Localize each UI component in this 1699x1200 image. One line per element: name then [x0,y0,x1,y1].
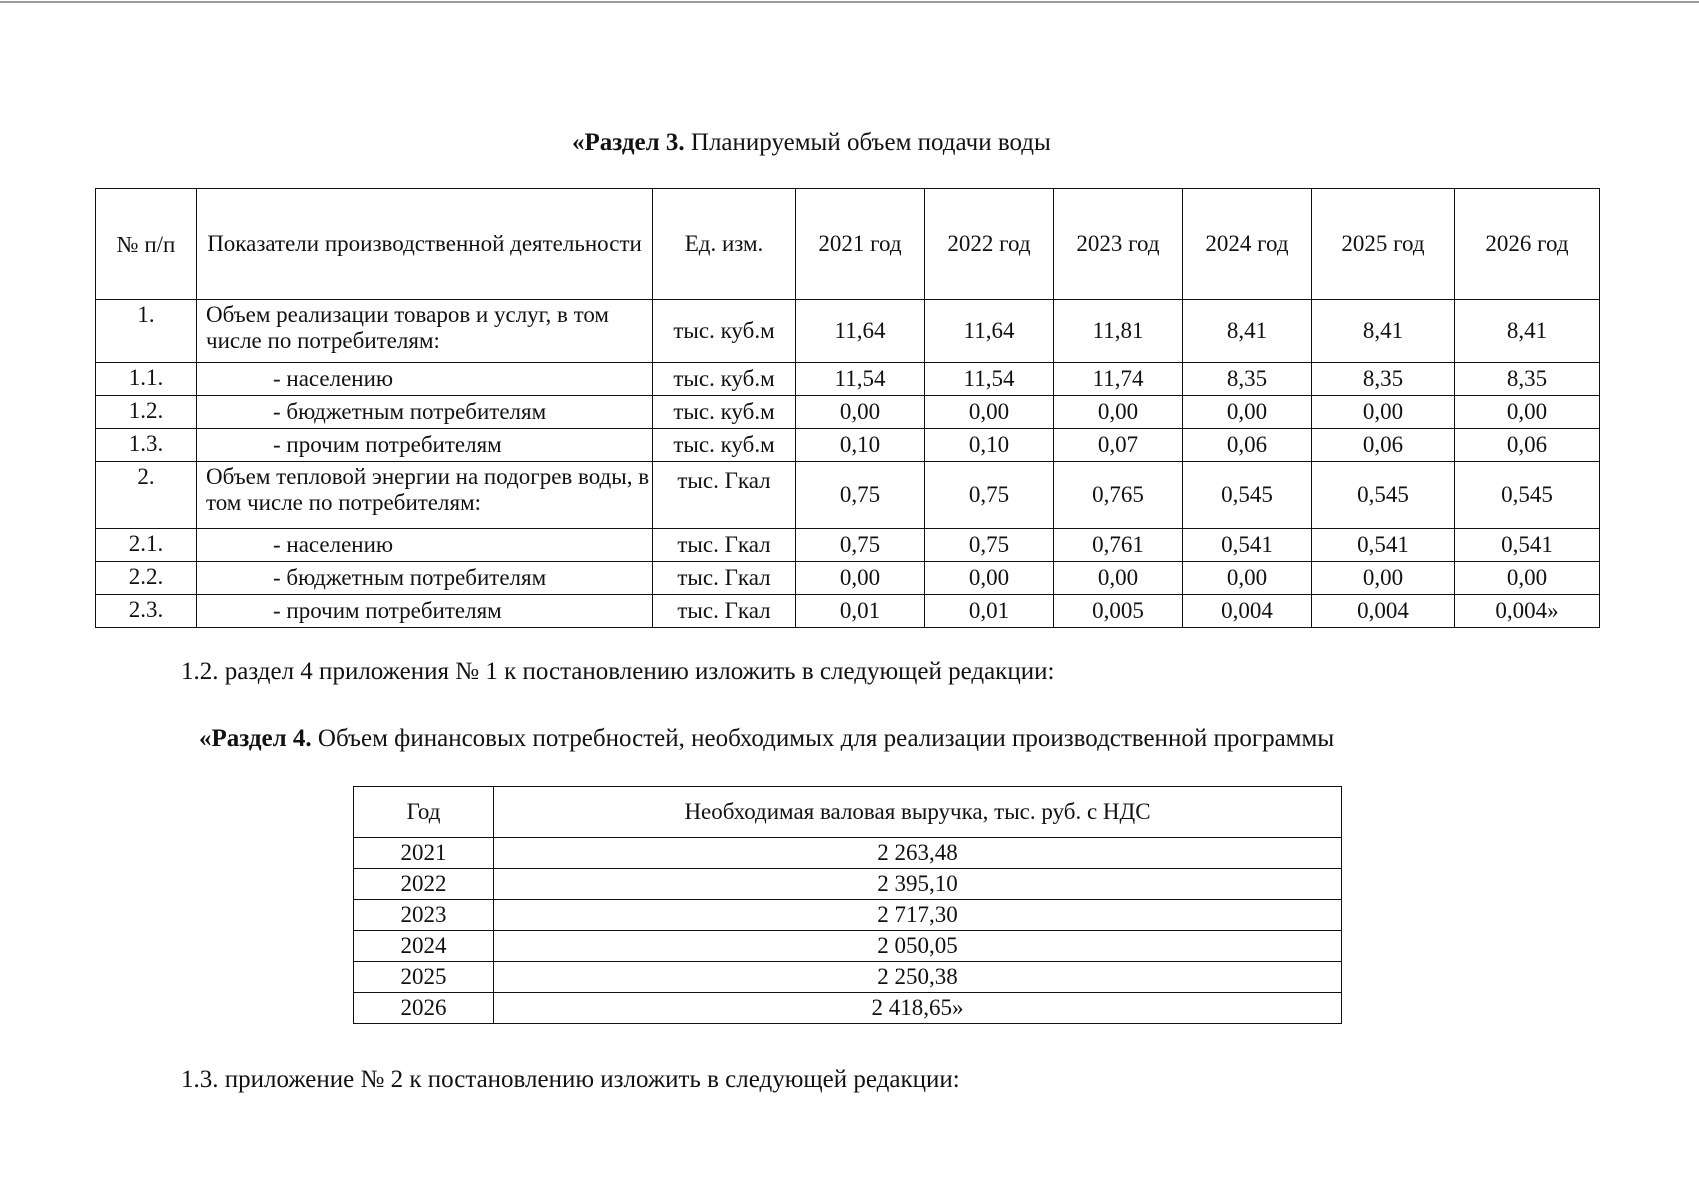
indicator-label: Объем тепловой энергии на подогрев воды, в том числе по потребителям: [197,462,653,529]
table-row [96,462,1600,529]
year-value: 0,761 [1054,529,1183,562]
year-value: 0,00 [1054,562,1183,595]
year: 2026 [354,993,494,1024]
year-value: 0,75 [796,462,925,529]
year-value: 0,004 [1183,595,1312,628]
year-value: 0,10 [796,429,925,462]
year-value: 0,00 [1455,396,1600,429]
column-header: № п/п [96,189,197,300]
year-value: 0,06 [1183,429,1312,462]
indicator-label: Объем реализации товаров и услуг, в том числе по потребителям: [197,300,653,363]
year-value: 0,005 [1054,595,1183,628]
year-value: 11,74 [1054,363,1183,396]
year-value: 0,75 [925,529,1054,562]
year-value: 0,541 [1312,529,1455,562]
row-number: 1.2. [96,396,197,429]
year-value: 0,00 [1183,562,1312,595]
table-row [354,993,1342,1024]
year-value: 11,64 [925,300,1054,363]
year-value: 0,06 [1455,429,1600,462]
row-number: 1. [96,300,197,363]
section-3-title [572,128,1051,158]
year-value: 0,541 [1455,529,1600,562]
unit: тыс. куб.м [653,300,796,363]
year-value: 0,10 [925,429,1054,462]
year: 2025 [354,962,494,993]
year-value: 11,64 [796,300,925,363]
row-number: 1.3. [96,429,197,462]
column-header: 2026 год [1455,189,1600,300]
row-number: 2. [96,462,197,529]
section-3-title-text: Планируемый объем подачи воды [684,129,1051,156]
unit: тыс. куб.м [653,363,796,396]
table-row [96,595,1600,628]
unit: тыс. куб.м [653,396,796,429]
year: 2024 [354,931,494,962]
year-value: 8,41 [1312,300,1455,363]
year-value: 0,00 [925,562,1054,595]
year-value: 0,541 [1183,529,1312,562]
indicator-label: - бюджетным потребителям [197,396,653,429]
year-value: 0,00 [796,396,925,429]
table-row [354,931,1342,962]
row-number: 1.1. [96,363,197,396]
section-3-title-bold: «Раздел 3. [572,129,685,156]
year-value: 0,545 [1312,462,1455,529]
column-header: Необходимая валовая выручка, тыс. руб. с НДС [494,787,1342,838]
year-value: 8,41 [1455,300,1600,363]
indicator-label: - прочим потребителям [197,595,653,628]
revenue-value: 2 717,30 [494,900,1342,931]
year-value: 0,004 [1312,595,1455,628]
year-value: 0,75 [925,462,1054,529]
year-value: 8,41 [1183,300,1312,363]
paragraph-1-3: 1.3. приложение № 2 к постановлению изложить в следующей редакции: [181,1066,960,1093]
year-value: 0,00 [1455,562,1600,595]
scan-top-edge [0,1,1699,3]
section-4-title-bold: «Раздел 4. [199,725,312,752]
unit: тыс. Гкал [653,562,796,595]
year-value: 0,765 [1054,462,1183,529]
year-value: 0,00 [1183,396,1312,429]
year: 2021 [354,838,494,869]
indicator-label: - населению [197,529,653,562]
column-header: Ед. изм. [653,189,796,300]
financial-needs-table [353,786,1342,1024]
year-value: 0,07 [1054,429,1183,462]
revenue-value: 2 263,48 [494,838,1342,869]
water-supply-volume-table [95,188,1600,628]
year-value: 0,004» [1455,595,1600,628]
unit: тыс. Гкал [653,595,796,628]
year-value: 0,00 [1054,396,1183,429]
section-4-title-text: Объем финансовых потребностей, необходимых для реализации производственной программы [311,725,1335,752]
section-4-title [199,724,1334,754]
table-row [96,363,1600,396]
year: 2023 [354,900,494,931]
paragraph-1-2: 1.2. раздел 4 приложения № 1 к постановлению изложить в следующей редакции: [181,658,1055,685]
unit: тыс. Гкал [653,529,796,562]
column-header: 2021 год [796,189,925,300]
table-row [96,300,1600,363]
table-row [354,869,1342,900]
year-value: 0,06 [1312,429,1455,462]
indicator-label: - бюджетным потребителям [197,562,653,595]
revenue-value: 2 418,65» [494,993,1342,1024]
table-row [96,429,1600,462]
year-value: 0,00 [925,396,1054,429]
year-value: 8,35 [1183,363,1312,396]
year-value: 0,545 [1183,462,1312,529]
revenue-value: 2 250,38 [494,962,1342,993]
column-header: 2025 год [1312,189,1455,300]
year-value: 0,545 [1455,462,1600,529]
table-row [96,562,1600,595]
year-value: 8,35 [1312,363,1455,396]
column-header: 2024 год [1183,189,1312,300]
indicator-label: - прочим потребителям [197,429,653,462]
year-value: 11,54 [796,363,925,396]
year-value: 0,00 [1312,562,1455,595]
table-row [354,962,1342,993]
year-value: 0,01 [796,595,925,628]
year-value: 0,01 [925,595,1054,628]
year-value: 0,75 [796,529,925,562]
year-value: 11,81 [1054,300,1183,363]
unit: тыс. куб.м [653,429,796,462]
row-number: 2.1. [96,529,197,562]
revenue-value: 2 395,10 [494,869,1342,900]
year-value: 0,00 [796,562,925,595]
column-header: Год [354,787,494,838]
table-row [354,838,1342,869]
indicator-label: - населению [197,363,653,396]
year-value: 8,35 [1455,363,1600,396]
table-row [96,529,1600,562]
row-number: 2.2. [96,562,197,595]
revenue-value: 2 050,05 [494,931,1342,962]
year-value: 11,54 [925,363,1054,396]
column-header: 2023 год [1054,189,1183,300]
unit: тыс. Гкал [653,462,796,529]
year: 2022 [354,869,494,900]
column-header: 2022 год [925,189,1054,300]
table-row [96,396,1600,429]
table-header-row [354,787,1342,838]
table-header-row [96,189,1600,300]
year-value: 0,00 [1312,396,1455,429]
table-row [354,900,1342,931]
row-number: 2.3. [96,595,197,628]
column-header: Показатели производственной деятельности [197,189,653,300]
